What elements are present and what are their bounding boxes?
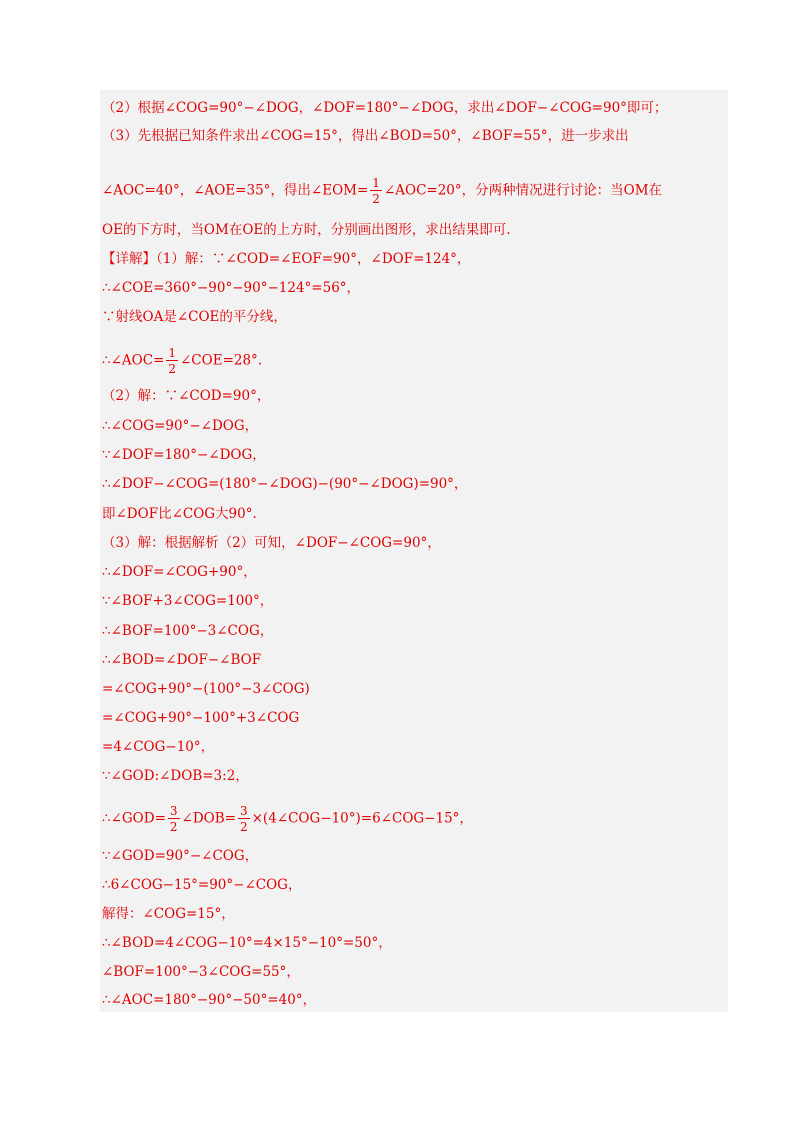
text-line-7: ∵射线OA是∠COE的平分线， <box>102 309 287 325</box>
text-line-9: （2）解：∵∠COD=90°， <box>102 388 271 404</box>
line-8-prefix: ∴∠AOC= <box>102 352 165 369</box>
fraction-denominator: 2 <box>239 820 248 834</box>
line-8-suffix: ∠COE=28°. <box>180 352 263 369</box>
text-line-16: ∵∠BOF+3∠COG=100°， <box>102 593 274 609</box>
line-23-prefix: ∴∠GOD= <box>102 810 166 827</box>
text-line-3 <box>102 177 726 205</box>
text-line-1: （2）根据∠COG=90°−∠DOG，∠DOF=180°−∠DOG，求出∠DOF−∠COG=90°即可； <box>102 100 668 116</box>
text-line-25: ∴6∠COG−15°=90°−∠COG， <box>102 877 302 893</box>
text-line-4: OE的下方时，当OM在OE的上方时，分别画出图形，求出结果即可. <box>102 222 511 238</box>
text-line-23 <box>102 805 726 833</box>
fraction-three-halves <box>238 805 250 833</box>
fraction-denominator: 2 <box>372 192 380 206</box>
text-line-24: ∵∠GOD=90°−∠COG， <box>102 848 259 864</box>
fraction-denominator: 2 <box>168 362 176 376</box>
line-3-prefix: ∠AOC=40°，∠AOE=35°，得出∠EOM= <box>102 182 369 199</box>
text-line-5: 【详解】（1）解：∵∠COD=∠EOF=90°，∠DOF=124°， <box>102 251 471 267</box>
line-23-middle: ∠DOB= <box>181 810 236 827</box>
text-line-6: ∴∠COE=360°−90°−90°−124°=56°， <box>102 280 361 296</box>
line-3-suffix: ∠AOC=20°，分两种情况进行讨论：当OM在 <box>383 182 663 199</box>
text-line-11: ∵∠DOF=180°−∠DOG， <box>102 447 266 463</box>
fraction-numerator: 1 <box>168 346 176 360</box>
text-line-12: ∴∠DOF−∠COG=(180°−∠DOG)−(90°−∠DOG)=90°， <box>102 476 468 492</box>
fraction-numerator: 3 <box>239 804 248 818</box>
line-23-suffix: ×(4∠COG−10°)=6∠COG−15°， <box>251 810 473 827</box>
solution-content <box>100 90 728 1012</box>
text-line-21: =4∠COG−10°， <box>102 739 215 755</box>
fraction-one-half <box>166 347 178 375</box>
fraction-three-halves <box>168 805 180 833</box>
text-line-19: =∠COG+90°−(100°−3∠COG) <box>102 681 310 697</box>
text-line-14: （3）解：根据解析（2）可知，∠DOF−∠COG=90°， <box>102 535 441 551</box>
text-line-15: ∴∠DOF=∠COG+90°， <box>102 564 257 580</box>
text-line-20: =∠COG+90°−100°+3∠COG <box>102 710 300 726</box>
text-line-27: ∴∠BOD=4∠COG−10°=4×15°−10°=50°， <box>102 935 392 951</box>
text-line-26: 解得：∠COG=15°， <box>102 906 235 922</box>
text-line-10: ∴∠COG=90°−∠DOG， <box>102 418 259 434</box>
text-line-8 <box>102 347 726 375</box>
text-line-28: ∠BOF=100°−3∠COG=55°， <box>102 964 300 980</box>
text-line-29: ∴∠AOC=180°−90°−50°=40°， <box>102 992 317 1008</box>
fraction-numerator: 3 <box>169 804 178 818</box>
text-line-18: ∴∠BOD=∠DOF−∠BOF <box>102 652 262 668</box>
fraction-numerator: 1 <box>372 176 380 190</box>
text-line-2: （3）先根据已知条件求出∠COG=15°，得出∠BOD=50°，∠BOF=55°，进一步求出 <box>102 128 629 144</box>
fraction-one-half <box>370 177 382 205</box>
fraction-denominator: 2 <box>169 820 178 834</box>
text-line-22: ∵∠GOD:∠DOB=3:2， <box>102 768 249 784</box>
text-line-13: 即∠DOF比∠COG大90°. <box>102 506 257 522</box>
text-line-17: ∴∠BOF=100°−3∠COG， <box>102 623 274 639</box>
